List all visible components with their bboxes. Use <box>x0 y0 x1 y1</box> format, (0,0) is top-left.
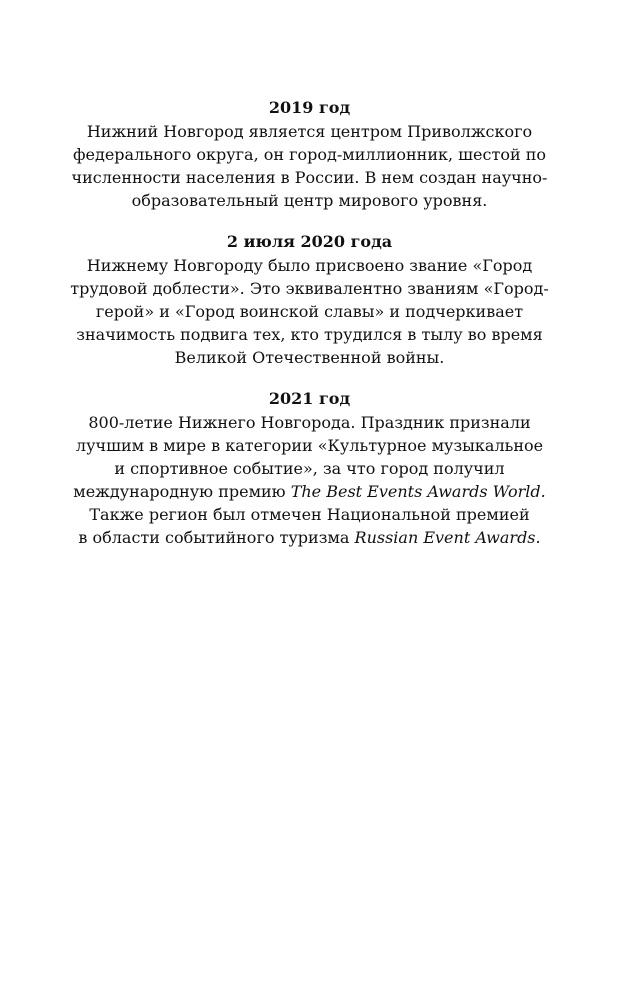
text-line: численности населения в России. В нем создан научно- <box>71 168 548 187</box>
text-line: Также регион был отмечен Национальной премией <box>89 505 530 524</box>
text-line: Нижний Новгород является центром Приволжского <box>86 122 533 141</box>
section-2021 <box>0 387 619 549</box>
text-line: Великой Отечественной войны. <box>174 348 445 367</box>
text-line: герой» и «Город воинской славы» и подчеркивает <box>95 302 524 321</box>
text-line: и спортивное событие», за что город получил <box>114 459 505 478</box>
section-2019 <box>0 96 619 212</box>
text-line <box>0 480 619 503</box>
text-line: трудовой доблести». Это эквивалентно званиям «Город- <box>70 279 549 298</box>
section-paragraph <box>0 411 619 549</box>
text-line: образовательный центр мирового уровня. <box>131 191 488 210</box>
text-line: лучшим в мире в категории «Культурное музыкальное <box>75 436 544 455</box>
award-name-italic: Russian Event Awards. <box>354 528 541 547</box>
text-line: федерального округа, он город-миллионник, шестой по <box>72 145 546 164</box>
text-segment: в области событийного туризма <box>78 528 355 547</box>
text-line: 800-летие Нижнего Новгорода. Праздник признали <box>88 413 531 432</box>
section-paragraph <box>0 254 619 369</box>
section-paragraph <box>0 120 619 212</box>
section-2020 <box>0 230 619 369</box>
text-line <box>0 526 619 549</box>
section-heading: 2021 год <box>268 389 351 408</box>
page-content <box>0 96 619 567</box>
text-line: значимость подвига тех, кто трудился в тылу во время <box>76 325 543 344</box>
section-heading: 2019 год <box>268 98 351 117</box>
section-heading: 2 июля 2020 года <box>226 232 393 251</box>
award-name-italic: The Best Events Awards World. <box>290 482 546 501</box>
text-segment: международную премию <box>73 482 291 501</box>
text-line: Нижнему Новгороду было присвоено звание «Город <box>86 256 533 275</box>
